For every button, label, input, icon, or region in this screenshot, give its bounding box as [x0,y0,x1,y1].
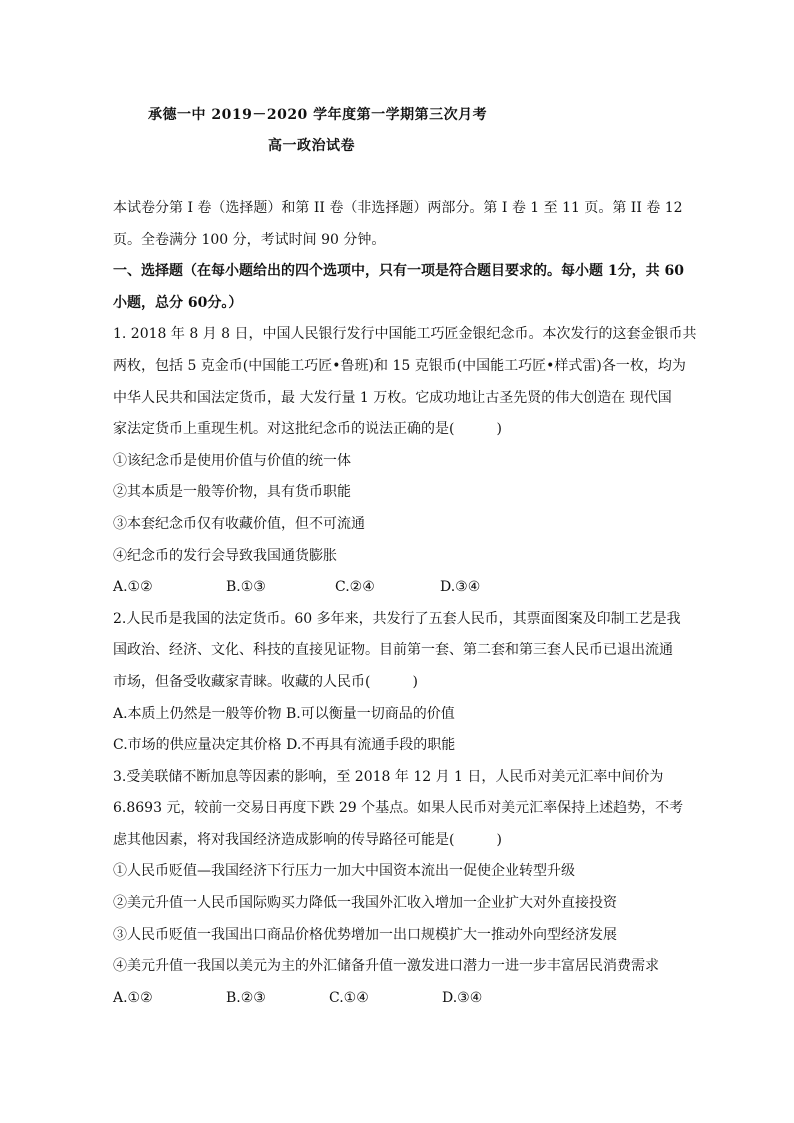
question-2-stem: 市场，但备受收藏家青睐。收藏的人民币( ) [113,673,418,690]
question-1-item: ③本套纪念币仅有收藏价值，但不可流通 [113,515,365,532]
question-1-stem: 两枚，包括 5 克金币(中国能工巧匠•鲁班)和 15 克银币(中国能工巧匠•样式雷)各一枚，均为 [113,357,686,374]
question-1-item: ④纪念币的发行会导致我国通货膨胀 [113,547,337,564]
option-c: C.①④ [329,989,369,1006]
option-c: C.②④ [335,579,375,596]
question-3-stem: 6.8693 元，较前一交易日再度下跌 29 个基点。如果人民币对美元汇率保持上述趋势，不考 [113,800,684,817]
question-3-item: ②美元升值一人民币国际购买力降低一我国外汇收入增加一企业扩大对外直接投资 [113,895,617,912]
intro-line: 页。全卷满分 100 分，考试时间 90 分钟。 [113,231,386,248]
question-3-stem: 虑其他因素，将对我国经济造成影响的传导路径可能是( ) [113,831,502,848]
exam-title: 承德一中 2019－2020 学年度第一学期第三次月考 [148,107,488,123]
question-3-item: ③人民币贬值一我国出口商品价格优势增加一出口规模扩大一推动外向型经济发展 [113,926,617,943]
option-a: A.①② [113,579,153,596]
question-2-options-ab: A.本质上仍然是一般等价物 B.可以衡量一切商品的价值 [113,705,455,722]
question-2-stem: 国政治、经济、文化、科技的直接见证物。目前第一套、第二套和第三套人民币已退出流通 [113,642,673,659]
question-2-stem: 2.人民币是我国的法定货币。60 多年来，共发行了五套人民币，其票面图案及印制工艺是我 [113,610,681,627]
question-3-item: ①人民币贬值—我国经济下行压力一加大中国资本流出一促使企业转型升级 [113,863,575,880]
question-3-item: ④美元升值一我国以美元为主的外汇储备升值一激发进口潜力一进一步丰富居民消费需求 [113,958,659,975]
question-1-item: ①该纪念币是使用价值与价值的统一体 [113,452,351,469]
question-1-options [113,572,683,604]
question-3-options [113,983,683,1015]
section-heading: 小题，总分 60分。） [113,294,243,311]
question-1-stem: 家法定货币上重现生机。对这批纪念币的说法正确的是( ) [113,421,502,438]
section-heading: 一、选择题（在每小题给出的四个选项中，只有一项是符合题目要求的。每小题 1分，共 60 [113,263,684,280]
question-1-stem: 中华人民共和国法定货币，最 大发行量 1 万枚。它成功地让古圣先贤的伟大创造在 现代国 [113,389,672,406]
question-2-options-cd: C.市场的供应量决定其价格 D.不再具有流通手段的职能 [113,737,456,754]
option-b: B.②③ [226,989,266,1006]
exam-subtitle: 高一政治试卷 [268,138,355,154]
question-1-item: ②其本质是一般等价物，具有货币职能 [113,484,351,501]
intro-line: 本试卷分第 I 卷（选择题）和第 II 卷（非选择题）两部分。第 I 卷 1 至 11 页。第 II 卷 12 [113,200,683,216]
option-a: A.①② [113,989,153,1006]
option-d: D.③④ [440,579,481,596]
option-d: D.③④ [442,989,483,1006]
option-b: B.①③ [226,579,266,596]
question-3-stem: 3.受美联储不断加息等因素的影响，至 2018 年 12 月 1 日，人民币对美元汇率中间价为 [113,768,664,785]
exam-body [113,193,697,1014]
question-1-stem: 1. 2018 年 8 月 8 日，中国人民银行发行中国能工巧匠金银纪念币。本次发行的这套金银币共 [113,326,697,343]
